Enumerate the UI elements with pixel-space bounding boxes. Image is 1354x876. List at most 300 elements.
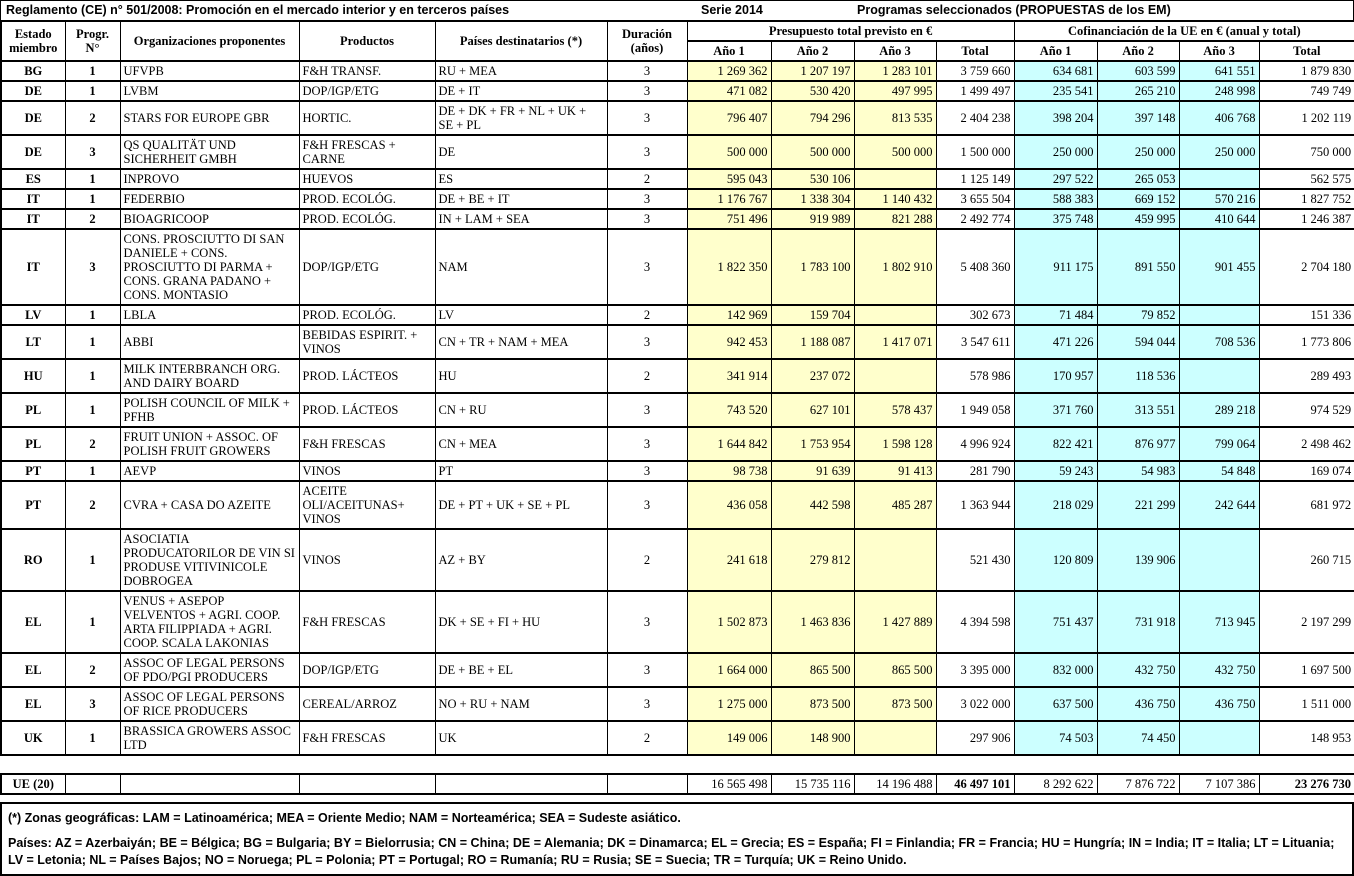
cell-presupuesto-ano3 [854, 169, 936, 189]
header-cofinanciacion-ano2: Año 2 [1097, 41, 1179, 61]
cell-cofinanciacion-total: 974 529 [1259, 393, 1354, 427]
cell-presupuesto-ano3 [854, 721, 936, 755]
cell-organizacion: FRUIT UNION + ASSOC. OF POLISH FRUIT GROWERS [120, 427, 299, 461]
cell-duracion: 3 [607, 653, 687, 687]
cell-organizacion: CVRA + CASA DO AZEITE [120, 481, 299, 529]
cell-presupuesto-total: 3 759 660 [936, 61, 1014, 81]
table-row [1, 393, 1354, 427]
cell-productos: F&H FRESCAS + CARNE [299, 135, 435, 169]
table-row [1, 169, 1354, 189]
cell-presupuesto-ano1: 796 407 [687, 101, 771, 135]
totals-table [0, 773, 1354, 795]
cell-paises-destinatarios: CN + MEA [435, 427, 607, 461]
totals-presupuesto-ano2: 15 735 116 [771, 774, 854, 794]
programs-table [0, 20, 1354, 756]
cell-presupuesto-ano2: 1 463 836 [771, 591, 854, 653]
cell-productos: F&H FRESCAS [299, 591, 435, 653]
cell-organizacion: CONS. PROSCIUTTO DI SAN DANIELE + CONS. PROSCIUTTO DI PARMA + CONS. GRANA PADANO + CONS. MONTASIO [120, 229, 299, 305]
cell-presupuesto-ano2: 794 296 [771, 101, 854, 135]
cell-cofinanciacion-ano3 [1179, 305, 1259, 325]
table-header [1, 21, 1354, 61]
cell-estado-miembro: LT [1, 325, 65, 359]
cell-cofinanciacion-total: 1 697 500 [1259, 653, 1354, 687]
cell-estado-miembro: ES [1, 169, 65, 189]
cell-organizacion: ASSOC OF LEGAL PERSONS OF PDO/PGI PRODUCERS [120, 653, 299, 687]
cell-duracion: 3 [607, 81, 687, 101]
cell-cofinanciacion-ano1: 588 383 [1014, 189, 1097, 209]
cell-estado-miembro: PL [1, 393, 65, 427]
cell-cofinanciacion-ano2: 54 983 [1097, 461, 1179, 481]
cell-cofinanciacion-ano2: 876 977 [1097, 427, 1179, 461]
cell-cofinanciacion-ano1: 120 809 [1014, 529, 1097, 591]
cell-progr-n: 1 [65, 169, 120, 189]
cell-progr-n: 1 [65, 529, 120, 591]
cell-presupuesto-ano2: 237 072 [771, 359, 854, 393]
cell-presupuesto-ano2: 873 500 [771, 687, 854, 721]
cell-presupuesto-ano2: 442 598 [771, 481, 854, 529]
totals-empty-organizaciones [120, 774, 299, 794]
table-row [1, 653, 1354, 687]
totals-cofinanciacion-total: 23 276 730 [1259, 774, 1354, 794]
cell-presupuesto-ano3: 821 288 [854, 209, 936, 229]
cell-presupuesto-ano1: 500 000 [687, 135, 771, 169]
cell-organizacion: FEDERBIO [120, 189, 299, 209]
cell-presupuesto-total: 4 394 598 [936, 591, 1014, 653]
cell-presupuesto-ano2: 919 989 [771, 209, 854, 229]
cell-cofinanciacion-ano1: 471 226 [1014, 325, 1097, 359]
cell-presupuesto-ano1: 1 176 767 [687, 189, 771, 209]
cell-presupuesto-ano1: 98 738 [687, 461, 771, 481]
table-row [1, 359, 1354, 393]
cell-presupuesto-total: 1 125 149 [936, 169, 1014, 189]
totals-empty-paises [435, 774, 607, 794]
cell-presupuesto-total: 1 499 497 [936, 81, 1014, 101]
cell-cofinanciacion-ano2: 250 000 [1097, 135, 1179, 169]
header-presupuesto-ano2: Año 2 [771, 41, 854, 61]
cell-cofinanciacion-total: 151 336 [1259, 305, 1354, 325]
cell-cofinanciacion-total: 1 202 119 [1259, 101, 1354, 135]
cell-estado-miembro: IT [1, 209, 65, 229]
cell-cofinanciacion-ano2: 603 599 [1097, 61, 1179, 81]
cell-presupuesto-total: 3 547 611 [936, 325, 1014, 359]
cell-progr-n: 3 [65, 229, 120, 305]
cell-presupuesto-ano3: 497 995 [854, 81, 936, 101]
cell-presupuesto-ano2: 148 900 [771, 721, 854, 755]
cell-organizacion: BRASSICA GROWERS ASSOC LTD [120, 721, 299, 755]
cell-paises-destinatarios: HU [435, 359, 607, 393]
cell-paises-destinatarios: ES [435, 169, 607, 189]
cell-presupuesto-ano3: 865 500 [854, 653, 936, 687]
cell-presupuesto-ano1: 341 914 [687, 359, 771, 393]
cell-progr-n: 1 [65, 359, 120, 393]
cell-duracion: 3 [607, 101, 687, 135]
cell-estado-miembro: EL [1, 591, 65, 653]
cell-cofinanciacion-ano3: 432 750 [1179, 653, 1259, 687]
cell-cofinanciacion-total: 260 715 [1259, 529, 1354, 591]
cell-cofinanciacion-ano1: 71 484 [1014, 305, 1097, 325]
header-cofinanciacion-ano1: Año 1 [1014, 41, 1097, 61]
cell-cofinanciacion-ano2: 79 852 [1097, 305, 1179, 325]
cell-cofinanciacion-ano1: 375 748 [1014, 209, 1097, 229]
table-row [1, 461, 1354, 481]
footnote-paises: Países: AZ = Azerbaiyán; BE = Bélgica; BG = Bulgaria; BY = Bielorrusia; CN = China; DE = Alemania; DK = Dinamarca; EL = Grecia; ES = España; FI = Finlandia; FR = Francia; HU = Hungría; IN = India; IT = Italia; LT = Lituania; LV = Letonia; NL = Países Bajos; NO = Noruega; PL = Polonia; PT = Portugal; RO = Rumanía; RU = Rusia; SE = Suecia; TR = Turquía; UK = Reino Unido. [8, 836, 1335, 867]
cell-presupuesto-ano2: 279 812 [771, 529, 854, 591]
cell-duracion: 3 [607, 393, 687, 427]
cell-cofinanciacion-total: 289 493 [1259, 359, 1354, 393]
cell-cofinanciacion-total: 1 827 752 [1259, 189, 1354, 209]
cell-presupuesto-ano1: 1 269 362 [687, 61, 771, 81]
cell-progr-n: 3 [65, 687, 120, 721]
table-row [1, 61, 1354, 81]
cell-presupuesto-ano1: 1 664 000 [687, 653, 771, 687]
cell-progr-n: 3 [65, 135, 120, 169]
table-row [1, 481, 1354, 529]
cell-organizacion: VENUS + ASEPOP VELVENTOS + AGRI. COOP. ARTA FILIPPIADA + AGRI. COOP. SCALA LAKONIAS [120, 591, 299, 653]
cell-paises-destinatarios: DE + IT [435, 81, 607, 101]
cell-productos: F&H FRESCAS [299, 427, 435, 461]
cell-cofinanciacion-ano2: 118 536 [1097, 359, 1179, 393]
cell-cofinanciacion-ano1: 235 541 [1014, 81, 1097, 101]
cell-productos: BEBIDAS ESPIRIT. + VINOS [299, 325, 435, 359]
cell-progr-n: 1 [65, 393, 120, 427]
cell-paises-destinatarios: DE + DK + FR + NL + UK + SE + PL [435, 101, 607, 135]
serie-label: Serie 2014 [701, 3, 763, 17]
cell-cofinanciacion-total: 148 953 [1259, 721, 1354, 755]
cell-cofinanciacion-ano3: 436 750 [1179, 687, 1259, 721]
cell-estado-miembro: BG [1, 61, 65, 81]
cell-paises-destinatarios: RU + MEA [435, 61, 607, 81]
cell-presupuesto-total: 281 790 [936, 461, 1014, 481]
cell-cofinanciacion-ano1: 637 500 [1014, 687, 1097, 721]
header-paises-destinatarios: Países destinatarios (*) [435, 21, 607, 61]
regulation-title: Reglamento (CE) n° 501/2008: Promoción en el mercado interior y en terceros países [6, 3, 510, 17]
totals-row [1, 774, 1354, 794]
cell-productos: DOP/IGP/ETG [299, 229, 435, 305]
cell-presupuesto-total: 3 655 504 [936, 189, 1014, 209]
cell-cofinanciacion-ano1: 371 760 [1014, 393, 1097, 427]
cell-paises-destinatarios: DK + SE + FI + HU [435, 591, 607, 653]
cell-duracion: 3 [607, 135, 687, 169]
cell-presupuesto-ano3 [854, 359, 936, 393]
cell-presupuesto-ano2: 1 207 197 [771, 61, 854, 81]
cell-estado-miembro: HU [1, 359, 65, 393]
cell-productos: PROD. LÁCTEOS [299, 359, 435, 393]
cell-progr-n: 1 [65, 461, 120, 481]
table-row [1, 229, 1354, 305]
cell-cofinanciacion-ano2: 436 750 [1097, 687, 1179, 721]
programas-label: Programas seleccionados (PROPUESTAS de los EM) [857, 3, 1171, 17]
cell-cofinanciacion-ano3: 406 768 [1179, 101, 1259, 135]
cell-estado-miembro: EL [1, 687, 65, 721]
cell-presupuesto-total: 5 408 360 [936, 229, 1014, 305]
table-row [1, 305, 1354, 325]
cell-organizacion: STARS FOR EUROPE GBR [120, 101, 299, 135]
cell-estado-miembro: DE [1, 135, 65, 169]
cell-organizacion: BIOAGRICOOP [120, 209, 299, 229]
cell-presupuesto-ano1: 942 453 [687, 325, 771, 359]
cell-cofinanciacion-total: 1 511 000 [1259, 687, 1354, 721]
cell-cofinanciacion-ano3: 641 551 [1179, 61, 1259, 81]
cell-organizacion: AEVP [120, 461, 299, 481]
cell-cofinanciacion-ano1: 832 000 [1014, 653, 1097, 687]
cell-duracion: 3 [607, 61, 687, 81]
cell-organizacion: MILK INTERBRANCH ORG. AND DAIRY BOARD [120, 359, 299, 393]
cell-cofinanciacion-total: 750 000 [1259, 135, 1354, 169]
cell-cofinanciacion-ano2: 265 210 [1097, 81, 1179, 101]
cell-cofinanciacion-ano2: 891 550 [1097, 229, 1179, 305]
cell-presupuesto-ano2: 530 420 [771, 81, 854, 101]
header-cofinanciacion-group: Cofinanciación de la UE en € (anual y total) [1014, 21, 1354, 41]
cell-presupuesto-ano3: 1 427 889 [854, 591, 936, 653]
cell-cofinanciacion-total: 1 879 830 [1259, 61, 1354, 81]
cell-cofinanciacion-ano1: 398 204 [1014, 101, 1097, 135]
cell-cofinanciacion-ano3: 242 644 [1179, 481, 1259, 529]
cell-paises-destinatarios: UK [435, 721, 607, 755]
cell-presupuesto-ano1: 1 275 000 [687, 687, 771, 721]
cell-cofinanciacion-total: 749 749 [1259, 81, 1354, 101]
cell-cofinanciacion-ano2: 74 450 [1097, 721, 1179, 755]
cell-presupuesto-ano2: 1 338 304 [771, 189, 854, 209]
cell-presupuesto-total: 4 996 924 [936, 427, 1014, 461]
cell-organizacion: LBLA [120, 305, 299, 325]
cell-presupuesto-total: 1 363 944 [936, 481, 1014, 529]
footnote-zonas-geograficas: (*) Zonas geográficas: LAM = Latinoamérica; MEA = Oriente Medio; NAM = Norteamérica; SEA = Sudeste asiático. [8, 811, 681, 825]
cell-presupuesto-total: 2 404 238 [936, 101, 1014, 135]
cell-cofinanciacion-ano3: 54 848 [1179, 461, 1259, 481]
cell-paises-destinatarios: IN + LAM + SEA [435, 209, 607, 229]
cell-presupuesto-ano3: 485 287 [854, 481, 936, 529]
cell-presupuesto-total: 3 022 000 [936, 687, 1014, 721]
header-presupuesto-total: Total [936, 41, 1014, 61]
header-progr-n: Progr. N° [65, 21, 120, 61]
cell-productos: F&H TRANSF. [299, 61, 435, 81]
title-bar [0, 0, 1354, 20]
cell-presupuesto-ano2: 1 783 100 [771, 229, 854, 305]
cell-progr-n: 2 [65, 209, 120, 229]
cell-duracion: 2 [607, 721, 687, 755]
cell-presupuesto-ano3: 873 500 [854, 687, 936, 721]
cell-cofinanciacion-ano3: 248 998 [1179, 81, 1259, 101]
cell-cofinanciacion-ano2: 731 918 [1097, 591, 1179, 653]
totals-cofinanciacion-ano1: 8 292 622 [1014, 774, 1097, 794]
header-productos: Productos [299, 21, 435, 61]
cell-cofinanciacion-total: 2 197 299 [1259, 591, 1354, 653]
cell-paises-destinatarios: NO + RU + NAM [435, 687, 607, 721]
cell-cofinanciacion-total: 562 575 [1259, 169, 1354, 189]
cell-cofinanciacion-ano1: 74 503 [1014, 721, 1097, 755]
table-row [1, 591, 1354, 653]
cell-productos: PROD. ECOLÓG. [299, 189, 435, 209]
cell-organizacion: INPROVO [120, 169, 299, 189]
cell-cofinanciacion-total: 681 972 [1259, 481, 1354, 529]
cell-presupuesto-ano1: 1 502 873 [687, 591, 771, 653]
cell-presupuesto-ano1: 436 058 [687, 481, 771, 529]
cell-cofinanciacion-ano3: 901 455 [1179, 229, 1259, 305]
cell-cofinanciacion-ano3 [1179, 529, 1259, 591]
cell-paises-destinatarios: DE [435, 135, 607, 169]
cell-estado-miembro: PL [1, 427, 65, 461]
cell-presupuesto-ano1: 142 969 [687, 305, 771, 325]
cell-presupuesto-ano3 [854, 305, 936, 325]
cell-cofinanciacion-ano1: 59 243 [1014, 461, 1097, 481]
cell-duracion: 3 [607, 427, 687, 461]
cell-paises-destinatarios: DE + BE + IT [435, 189, 607, 209]
header-organizaciones: Organizaciones proponentes [120, 21, 299, 61]
cell-productos: ACEITE OLI/ACEITUNAS+ VINOS [299, 481, 435, 529]
cell-estado-miembro: LV [1, 305, 65, 325]
cell-presupuesto-ano3: 1 598 128 [854, 427, 936, 461]
cell-paises-destinatarios: DE + PT + UK + SE + PL [435, 481, 607, 529]
cell-duracion: 3 [607, 461, 687, 481]
cell-productos: VINOS [299, 461, 435, 481]
cell-organizacion: ABBI [120, 325, 299, 359]
cell-organizacion: QS QUALITÄT UND SICHERHEIT GMBH [120, 135, 299, 169]
cell-paises-destinatarios: CN + TR + NAM + MEA [435, 325, 607, 359]
cell-cofinanciacion-ano1: 170 957 [1014, 359, 1097, 393]
cell-duracion: 3 [607, 591, 687, 653]
cell-productos: DOP/IGP/ETG [299, 81, 435, 101]
cell-progr-n: 1 [65, 305, 120, 325]
cell-productos: CEREAL/ARROZ [299, 687, 435, 721]
cell-presupuesto-ano2: 1 188 087 [771, 325, 854, 359]
cell-duracion: 2 [607, 305, 687, 325]
cell-presupuesto-ano2: 627 101 [771, 393, 854, 427]
cell-duracion: 3 [607, 687, 687, 721]
cell-duracion: 2 [607, 529, 687, 591]
cell-cofinanciacion-ano2: 139 906 [1097, 529, 1179, 591]
cell-presupuesto-ano3: 91 413 [854, 461, 936, 481]
cell-duracion: 3 [607, 209, 687, 229]
cell-cofinanciacion-ano3 [1179, 721, 1259, 755]
cell-productos: F&H FRESCAS [299, 721, 435, 755]
cell-presupuesto-ano3: 1 283 101 [854, 61, 936, 81]
cell-presupuesto-ano1: 1 644 842 [687, 427, 771, 461]
cell-presupuesto-ano3: 813 535 [854, 101, 936, 135]
cell-estado-miembro: IT [1, 189, 65, 209]
table-row [1, 721, 1354, 755]
cell-estado-miembro: DE [1, 81, 65, 101]
cell-presupuesto-ano2: 865 500 [771, 653, 854, 687]
cell-cofinanciacion-ano2: 669 152 [1097, 189, 1179, 209]
cell-duracion: 2 [607, 359, 687, 393]
cell-estado-miembro: PT [1, 481, 65, 529]
table-row [1, 135, 1354, 169]
totals-empty-progr [65, 774, 120, 794]
table-row [1, 101, 1354, 135]
totals-presupuesto-ano3: 14 196 488 [854, 774, 936, 794]
cell-cofinanciacion-ano3: 708 536 [1179, 325, 1259, 359]
cell-duracion: 3 [607, 189, 687, 209]
cell-presupuesto-ano1: 743 520 [687, 393, 771, 427]
cell-presupuesto-ano3: 500 000 [854, 135, 936, 169]
cell-cofinanciacion-ano1: 822 421 [1014, 427, 1097, 461]
cell-cofinanciacion-ano2: 313 551 [1097, 393, 1179, 427]
cell-presupuesto-ano2: 1 753 954 [771, 427, 854, 461]
totals-label: UE (20) [1, 774, 65, 794]
cell-productos: PROD. ECOLÓG. [299, 209, 435, 229]
header-cofinanciacion-total: Total [1259, 41, 1354, 61]
cell-cofinanciacion-ano2: 459 995 [1097, 209, 1179, 229]
cell-productos: HORTIC. [299, 101, 435, 135]
cell-cofinanciacion-ano3 [1179, 359, 1259, 393]
cell-productos: DOP/IGP/ETG [299, 653, 435, 687]
cell-presupuesto-total: 3 395 000 [936, 653, 1014, 687]
table-row [1, 529, 1354, 591]
cell-presupuesto-ano3: 1 140 432 [854, 189, 936, 209]
cell-productos: PROD. LÁCTEOS [299, 393, 435, 427]
cell-progr-n: 2 [65, 101, 120, 135]
cell-paises-destinatarios: PT [435, 461, 607, 481]
cell-presupuesto-total: 297 906 [936, 721, 1014, 755]
cell-progr-n: 1 [65, 591, 120, 653]
cell-duracion: 2 [607, 169, 687, 189]
cell-presupuesto-ano2: 159 704 [771, 305, 854, 325]
cell-cofinanciacion-ano1: 250 000 [1014, 135, 1097, 169]
header-cofinanciacion-ano3: Año 3 [1179, 41, 1259, 61]
cell-progr-n: 1 [65, 325, 120, 359]
totals-presupuesto-ano1: 16 565 498 [687, 774, 771, 794]
cell-estado-miembro: PT [1, 461, 65, 481]
cell-presupuesto-ano3: 578 437 [854, 393, 936, 427]
cell-cofinanciacion-total: 2 498 462 [1259, 427, 1354, 461]
totals-presupuesto-total: 46 497 101 [936, 774, 1014, 794]
cell-estado-miembro: EL [1, 653, 65, 687]
cell-cofinanciacion-ano2: 594 044 [1097, 325, 1179, 359]
cell-duracion: 3 [607, 325, 687, 359]
cell-progr-n: 1 [65, 61, 120, 81]
cell-presupuesto-ano1: 1 822 350 [687, 229, 771, 305]
cell-cofinanciacion-ano1: 634 681 [1014, 61, 1097, 81]
cell-presupuesto-ano1: 595 043 [687, 169, 771, 189]
table-body [1, 61, 1354, 755]
blank-row-gap [0, 756, 1354, 773]
cell-presupuesto-total: 521 430 [936, 529, 1014, 591]
cell-cofinanciacion-ano1: 911 175 [1014, 229, 1097, 305]
cell-paises-destinatarios: NAM [435, 229, 607, 305]
table-row [1, 427, 1354, 461]
cell-cofinanciacion-total: 1 246 387 [1259, 209, 1354, 229]
cell-presupuesto-ano1: 241 618 [687, 529, 771, 591]
cell-cofinanciacion-ano3 [1179, 169, 1259, 189]
footnotes-box [0, 802, 1354, 876]
cell-paises-destinatarios: LV [435, 305, 607, 325]
header-estado-miembro: Estado miembro [1, 21, 65, 61]
cell-cofinanciacion-total: 1 773 806 [1259, 325, 1354, 359]
cell-cofinanciacion-ano2: 397 148 [1097, 101, 1179, 135]
cell-cofinanciacion-total: 2 704 180 [1259, 229, 1354, 305]
header-duracion: Duración (años) [607, 21, 687, 61]
header-presupuesto-ano3: Año 3 [854, 41, 936, 61]
table-row [1, 81, 1354, 101]
header-presupuesto-ano1: Año 1 [687, 41, 771, 61]
cell-cofinanciacion-ano2: 265 053 [1097, 169, 1179, 189]
cell-progr-n: 2 [65, 653, 120, 687]
cell-estado-miembro: IT [1, 229, 65, 305]
cell-presupuesto-total: 1 500 000 [936, 135, 1014, 169]
cell-progr-n: 2 [65, 481, 120, 529]
cell-presupuesto-ano1: 751 496 [687, 209, 771, 229]
totals-cofinanciacion-ano2: 7 876 722 [1097, 774, 1179, 794]
cell-cofinanciacion-ano1: 297 522 [1014, 169, 1097, 189]
cell-paises-destinatarios: DE + BE + EL [435, 653, 607, 687]
totals-empty-duracion [607, 774, 687, 794]
cell-organizacion: LVBM [120, 81, 299, 101]
table-row [1, 687, 1354, 721]
cell-productos: HUEVOS [299, 169, 435, 189]
cell-paises-destinatarios: CN + RU [435, 393, 607, 427]
header-presupuesto-group: Presupuesto total previsto en € [687, 21, 1014, 41]
table-row [1, 209, 1354, 229]
